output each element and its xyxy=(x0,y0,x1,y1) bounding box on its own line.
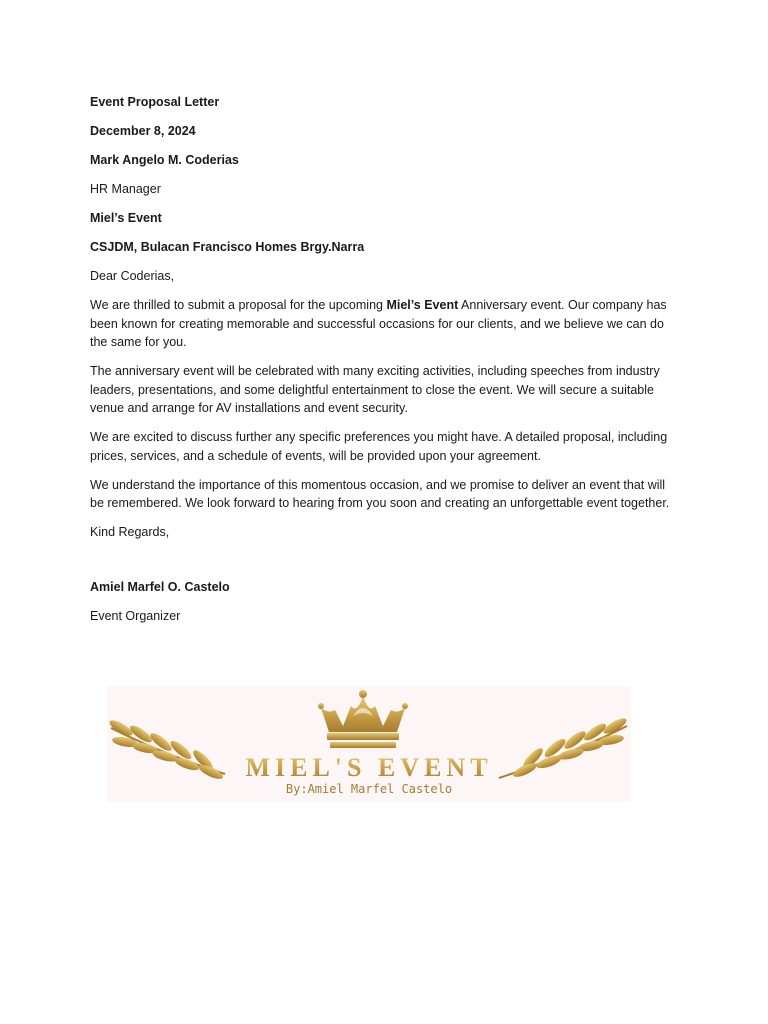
paragraph-1-end: Anniversary event. Our company has been known for creating memorable and successful occasions for our clients, and we believe we can do the same for you. xyxy=(90,298,667,349)
crown-icon xyxy=(318,690,408,748)
letter-heading: Event Proposal Letter xyxy=(90,95,220,109)
paragraph-1-event-name: Miel’s Event xyxy=(386,298,459,312)
letter-body xyxy=(90,93,680,636)
signer-name: Amiel Marfel O. Castelo xyxy=(90,580,230,594)
signer-title: Event Organizer xyxy=(90,609,181,623)
recipient-title: HR Manager xyxy=(90,182,161,196)
closing: Kind Regards, xyxy=(90,525,170,539)
left-laurel-icon xyxy=(107,718,225,782)
letter-date: December 8, 2024 xyxy=(90,124,196,138)
paragraph-2: The anniversary event will be celebrated with many exciting activities, including speeches from industry leaders, presentations, and some delightful entertainment to close the event. We will secure a suitable venue and arrange for AV installations and event security. xyxy=(90,364,660,415)
recipient-name: Mark Angelo M. Coderias xyxy=(90,153,239,167)
company-address: CSJDM, Bulacan Francisco Homes Brgy.Narra xyxy=(90,240,365,254)
salutation: Dear Coderias, xyxy=(90,269,175,283)
paragraph-1-start: We are thrilled to submit a proposal for the upcoming xyxy=(90,298,387,312)
logo-graphic xyxy=(107,686,631,802)
company-name: Miel’s Event xyxy=(90,211,162,225)
company-logo xyxy=(107,686,631,802)
paragraph-4: We understand the importance of this momentous occasion, and we promise to deliver an event that will be remembered. We look forward to hearing from you soon and creating an unforgettable event together. xyxy=(90,477,670,510)
logo-byline: By:Amiel Marfel Castelo xyxy=(285,782,453,796)
paragraph-3: We are excited to discuss further any specific preferences you might have. A detailed proposal, including prices, services, and a schedule of events, will be provided upon your agreement. xyxy=(90,430,668,463)
paragraph-1 xyxy=(90,296,680,352)
logo-title: MIEL'S EVENT xyxy=(245,753,493,782)
right-laurel-icon xyxy=(499,716,629,780)
